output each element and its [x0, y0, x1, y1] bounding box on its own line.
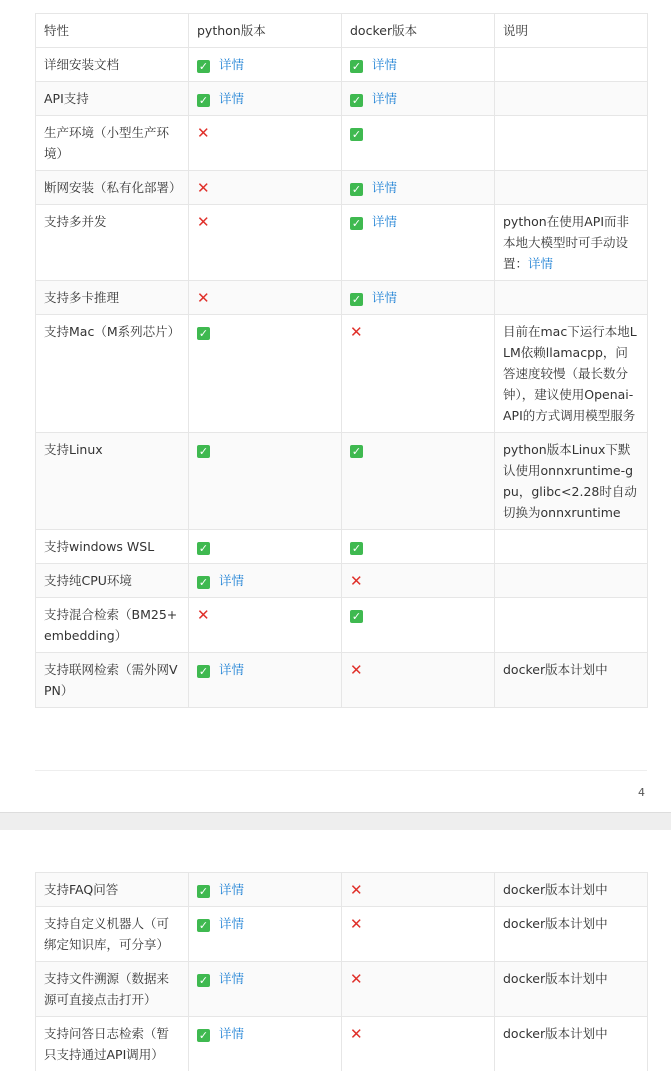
cross-mark-icon: ✕: [197, 213, 210, 231]
feature-cell: 支持联网检索（需外网VPN）: [36, 653, 189, 708]
note-cell: [495, 907, 648, 962]
check-mark-icon: ✓: [198, 542, 209, 555]
note-cell: [495, 530, 648, 564]
docker-support-cell: [342, 907, 495, 962]
cross-mark-icon: ✕: [350, 323, 363, 341]
note-text: docker版本计划中: [503, 916, 608, 931]
python-support-cell: [189, 530, 342, 564]
page-gap: [0, 812, 671, 831]
table-row: [36, 564, 648, 598]
python-support-cell: [189, 205, 342, 281]
note-text: docker版本计划中: [503, 662, 608, 677]
details-link[interactable]: 详情: [219, 882, 245, 897]
table-row: [36, 48, 648, 82]
docker-support-cell: [342, 873, 495, 907]
docker-support-cell: [342, 962, 495, 1017]
table-row: [36, 907, 648, 962]
note-cell: [495, 564, 648, 598]
details-link[interactable]: 详情: [219, 971, 245, 986]
feature-comparison-table-continued: [35, 872, 648, 1071]
check-mark-icon: ✓: [198, 665, 209, 678]
check-mark-icon: ✓: [351, 293, 362, 306]
check-mark-icon: ✓: [198, 974, 209, 987]
docker-support-cell: [342, 116, 495, 171]
table-row: [36, 205, 648, 281]
feature-cell: 断网安装（私有化部署）: [36, 171, 189, 205]
check-mark-icon: ✓: [351, 217, 362, 230]
table-row: [36, 873, 648, 907]
check-mark-icon: ✓: [198, 576, 209, 589]
table-row: [36, 82, 648, 116]
details-link[interactable]: 详情: [372, 180, 398, 195]
feature-comparison-table: [35, 13, 648, 708]
table-row: [36, 433, 648, 530]
docker-support-cell: [342, 281, 495, 315]
cross-mark-icon: ✕: [350, 881, 363, 899]
check-mark-icon: ✓: [351, 542, 362, 555]
table-header-row: [36, 14, 648, 48]
table-row: [36, 171, 648, 205]
python-support-cell: [189, 962, 342, 1017]
header-python: python版本: [189, 14, 342, 48]
note-cell: [495, 171, 648, 205]
note-text: python版本Linux下默认使用onnxruntime-gpu，glibc<2.28时自动切换为onnxruntime: [503, 442, 637, 520]
python-support-cell: [189, 1017, 342, 1071]
python-support-cell: [189, 433, 342, 530]
note-details-link[interactable]: 详情: [528, 256, 554, 271]
cross-mark-icon: ✕: [197, 179, 210, 197]
table-row: [36, 116, 648, 171]
feature-cell: 支持纯CPU环境: [36, 564, 189, 598]
table-row: [36, 1017, 648, 1071]
note-cell: [495, 315, 648, 433]
docker-support-cell: [342, 315, 495, 433]
header-note: 说明: [495, 14, 648, 48]
check-mark-icon: ✓: [198, 327, 209, 340]
details-link[interactable]: 详情: [219, 57, 245, 72]
check-mark-icon: ✓: [351, 94, 362, 107]
cross-mark-icon: ✕: [350, 661, 363, 679]
document-page-2: [0, 830, 671, 1071]
feature-cell: 支持FAQ问答: [36, 873, 189, 907]
table-row: [36, 315, 648, 433]
feature-cell: 支持多并发: [36, 205, 189, 281]
details-link[interactable]: 详情: [219, 1026, 245, 1041]
table-row: [36, 653, 648, 708]
python-support-cell: [189, 873, 342, 907]
note-cell: [495, 48, 648, 82]
feature-cell: 支持自定义机器人（可绑定知识库，可分享）: [36, 907, 189, 962]
check-mark-icon: ✓: [351, 183, 362, 196]
cross-mark-icon: ✕: [197, 289, 210, 307]
table-row: [36, 530, 648, 564]
check-mark-icon: ✓: [351, 60, 362, 73]
note-text: docker版本计划中: [503, 1026, 608, 1041]
note-cell: [495, 598, 648, 653]
details-link[interactable]: 详情: [372, 290, 398, 305]
cross-mark-icon: ✕: [197, 124, 210, 142]
note-text: python在使用API而非本地大模型时可手动设置：: [503, 214, 630, 271]
python-support-cell: [189, 171, 342, 205]
details-link[interactable]: 详情: [372, 91, 398, 106]
note-cell: [495, 873, 648, 907]
cross-mark-icon: ✕: [350, 1025, 363, 1043]
note-text: docker版本计划中: [503, 971, 608, 986]
check-mark-icon: ✓: [351, 128, 362, 141]
note-text: docker版本计划中: [503, 882, 608, 897]
details-link[interactable]: 详情: [372, 57, 398, 72]
page-divider: [35, 770, 647, 771]
docker-support-cell: [342, 530, 495, 564]
python-support-cell: [189, 598, 342, 653]
feature-cell: 支持问答日志检索（暂只支持通过API调用）: [36, 1017, 189, 1071]
details-link[interactable]: 详情: [219, 916, 245, 931]
docker-support-cell: [342, 653, 495, 708]
details-link[interactable]: 详情: [219, 91, 245, 106]
check-mark-icon: ✓: [198, 60, 209, 73]
python-support-cell: [189, 564, 342, 598]
check-mark-icon: ✓: [351, 445, 362, 458]
check-mark-icon: ✓: [198, 445, 209, 458]
python-support-cell: [189, 315, 342, 433]
check-mark-icon: ✓: [198, 885, 209, 898]
check-mark-icon: ✓: [351, 610, 362, 623]
check-mark-icon: ✓: [198, 94, 209, 107]
docker-support-cell: [342, 1017, 495, 1071]
cross-mark-icon: ✕: [197, 606, 210, 624]
feature-cell: 支持windows WSL: [36, 530, 189, 564]
table-row: [36, 598, 648, 653]
cross-mark-icon: ✕: [350, 572, 363, 590]
docker-support-cell: [342, 205, 495, 281]
docker-support-cell: [342, 48, 495, 82]
feature-cell: 支持多卡推理: [36, 281, 189, 315]
feature-cell: API支持: [36, 82, 189, 116]
feature-cell: 详细安装文档: [36, 48, 189, 82]
page-number: 4: [638, 786, 645, 799]
check-mark-icon: ✓: [198, 919, 209, 932]
note-cell: [495, 653, 648, 708]
note-cell: [495, 433, 648, 530]
note-text: 目前在mac下运行本地LLM依赖llamacpp，问答速度较慢（最长数分钟），建议使用Openai-API的方式调用模型服务: [503, 324, 637, 423]
header-feature: 特性: [36, 14, 189, 48]
note-cell: [495, 281, 648, 315]
python-support-cell: [189, 116, 342, 171]
check-mark-icon: ✓: [198, 1029, 209, 1042]
python-support-cell: [189, 82, 342, 116]
note-cell: [495, 962, 648, 1017]
note-cell: [495, 1017, 648, 1071]
python-support-cell: [189, 907, 342, 962]
cross-mark-icon: ✕: [350, 915, 363, 933]
docker-support-cell: [342, 433, 495, 530]
note-cell: [495, 205, 648, 281]
feature-cell: 支持文件溯源（数据来源可直接点击打开）: [36, 962, 189, 1017]
note-cell: [495, 82, 648, 116]
table-row: [36, 962, 648, 1017]
details-link[interactable]: 详情: [219, 662, 245, 677]
docker-support-cell: [342, 564, 495, 598]
docker-support-cell: [342, 82, 495, 116]
python-support-cell: [189, 653, 342, 708]
feature-cell: 支持Mac（M系列芯片）: [36, 315, 189, 433]
feature-cell: 支持混合检索（BM25+embedding）: [36, 598, 189, 653]
python-support-cell: [189, 281, 342, 315]
feature-cell: 生产环境（小型生产环境）: [36, 116, 189, 171]
note-cell: [495, 116, 648, 171]
details-link[interactable]: 详情: [219, 573, 245, 588]
python-support-cell: [189, 48, 342, 82]
cross-mark-icon: ✕: [350, 970, 363, 988]
docker-support-cell: [342, 171, 495, 205]
feature-cell: 支持Linux: [36, 433, 189, 530]
docker-support-cell: [342, 598, 495, 653]
header-docker: docker版本: [342, 14, 495, 48]
details-link[interactable]: 详情: [372, 214, 398, 229]
table-row: [36, 281, 648, 315]
